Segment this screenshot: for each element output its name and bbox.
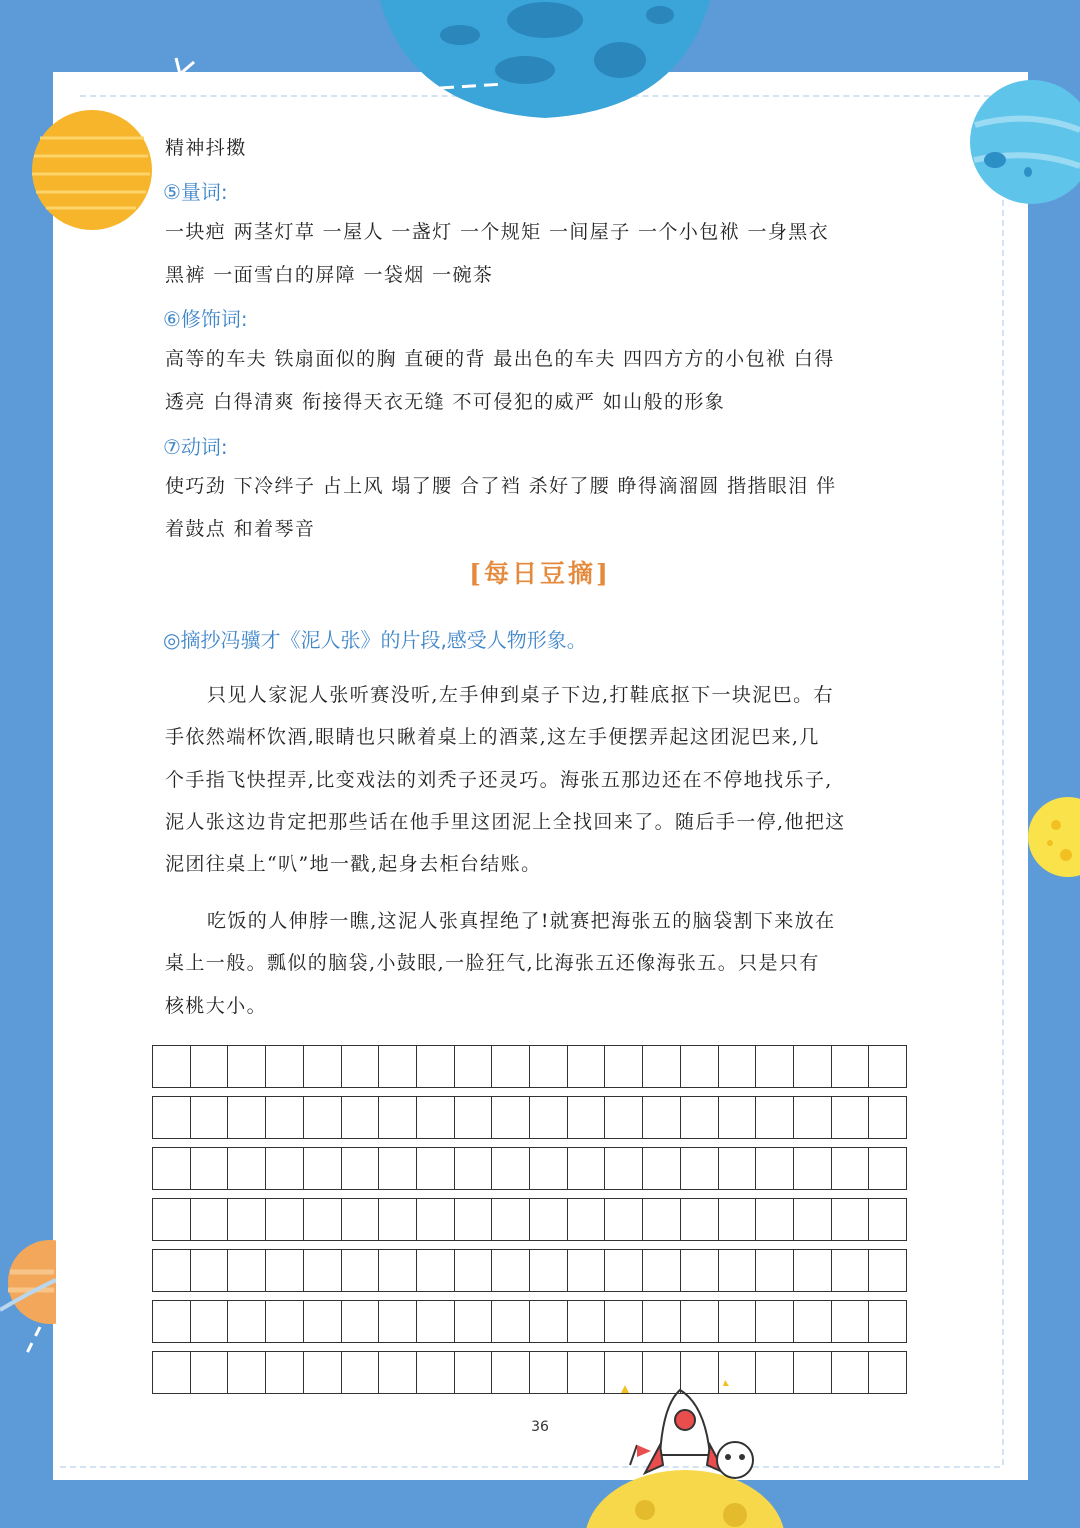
grid-cell[interactable] [455,1250,493,1291]
grid-cell[interactable] [530,1199,568,1240]
daily-excerpt-title: [每日豆摘] [469,559,611,588]
grid-cell[interactable] [492,1148,530,1189]
grid-cell[interactable] [304,1097,342,1138]
grid-cell[interactable] [719,1250,757,1291]
grid-cell[interactable] [153,1046,191,1087]
grid-cell[interactable] [756,1301,794,1342]
grid-cell[interactable] [492,1199,530,1240]
grid-cell[interactable] [568,1352,606,1393]
verbs-line-2: 着鼓点 和着琴音 [165,518,316,540]
grid-cell[interactable] [832,1097,870,1138]
excerpt-prompt: ◎摘抄冯骥才《泥人张》的片段,感受人物形象。 [163,628,587,652]
grid-cell[interactable] [681,1352,719,1393]
passage-line-6: 吃饭的人伸脖一瞧,这泥人张真捏绝了!就赛把海张五的脑袋割下来放在 [207,910,836,932]
grid-cell[interactable] [530,1250,568,1291]
grid-cell[interactable] [191,1097,229,1138]
passage-line-8: 核桃大小。 [165,995,268,1017]
grid-cell[interactable] [605,1046,643,1087]
grid-cell[interactable] [153,1250,191,1291]
grid-cell[interactable] [417,1301,455,1342]
grid-cell[interactable] [530,1148,568,1189]
grid-cell[interactable] [191,1148,229,1189]
grid-cell[interactable] [304,1046,342,1087]
grid-cell[interactable] [191,1250,229,1291]
grid-cell[interactable] [756,1352,794,1393]
grid-cell[interactable] [342,1250,380,1291]
grid-cell[interactable] [379,1301,417,1342]
grid-cell[interactable] [492,1046,530,1087]
grid-cell[interactable] [153,1352,191,1393]
measure-words-line-2: 黑裤 一面雪白的屏障 一袋烟 一碗茶 [165,264,494,286]
writing-grid[interactable] [152,1045,907,1395]
grid-cell[interactable] [719,1352,757,1393]
grid-cell[interactable] [869,1301,906,1342]
grid-row [152,1249,907,1292]
grid-cell[interactable] [869,1046,906,1087]
grid-cell[interactable] [832,1352,870,1393]
grid-cell[interactable] [153,1301,191,1342]
grid-cell[interactable] [568,1097,606,1138]
grid-cell[interactable] [492,1301,530,1342]
grid-cell[interactable] [266,1148,304,1189]
grid-row [152,1300,907,1343]
sparkle-icon [170,56,200,80]
blue-planet-icon [970,80,1080,208]
grid-cell[interactable] [643,1046,681,1087]
grid-cell[interactable] [605,1250,643,1291]
grid-cell[interactable] [455,1097,493,1138]
grid-cell[interactable] [266,1250,304,1291]
grid-cell[interactable] [379,1046,417,1087]
passage-line-5: 泥团往桌上“叭”地一戳,起身去柜台结账。 [165,853,542,875]
measure-words-heading: ⑤量词: [163,180,228,204]
grid-cell[interactable] [304,1199,342,1240]
grid-cell[interactable] [681,1250,719,1291]
grid-cell[interactable] [681,1097,719,1138]
modifiers-line-2: 透亮 白得清爽 衔接得天衣无缝 不可侵犯的威严 如山般的形象 [165,391,726,413]
grid-cell[interactable] [643,1352,681,1393]
small-yellow-planet-icon [1026,795,1080,880]
grid-cell[interactable] [266,1352,304,1393]
grid-cell[interactable] [643,1199,681,1240]
grid-cell[interactable] [417,1199,455,1240]
modifiers-heading: ⑥修饰词: [163,307,248,331]
grid-cell[interactable] [455,1046,493,1087]
grid-cell[interactable] [304,1250,342,1291]
grid-row [152,1096,907,1139]
grid-cell[interactable] [191,1199,229,1240]
modifiers-line-1: 高等的车夫 铁扇面似的胸 直硬的背 最出色的车夫 四四方方的小包袱 白得 [165,348,835,370]
grid-cell[interactable] [832,1250,870,1291]
grid-cell[interactable] [719,1301,757,1342]
grid-cell[interactable] [794,1199,832,1240]
grid-cell[interactable] [379,1250,417,1291]
grid-cell[interactable] [530,1301,568,1342]
grid-cell[interactable] [794,1301,832,1342]
grid-cell[interactable] [342,1148,380,1189]
grid-cell[interactable] [228,1301,266,1342]
passage-line-1: 只见人家泥人张听赛没听,左手伸到桌子下边,打鞋底抠下一块泥巴。右 [207,684,834,706]
grid-cell[interactable] [304,1301,342,1342]
passage-line-3: 个手指飞快捏弄,比变戏法的刘秃子还灵巧。海张五那边还在不停地找乐子, [165,769,833,791]
grid-cell[interactable] [756,1097,794,1138]
grid-cell[interactable] [568,1046,606,1087]
grid-cell[interactable] [228,1199,266,1240]
grid-cell[interactable] [794,1352,832,1393]
grid-cell[interactable] [869,1097,906,1138]
grid-cell[interactable] [794,1148,832,1189]
grid-cell[interactable] [605,1148,643,1189]
dashed-border-bottom [60,1466,1000,1468]
grid-cell[interactable] [832,1148,870,1189]
grid-cell[interactable] [266,1301,304,1342]
grid-cell[interactable] [417,1148,455,1189]
grid-cell[interactable] [379,1352,417,1393]
grid-cell[interactable] [342,1199,380,1240]
grid-cell[interactable] [153,1097,191,1138]
grid-cell[interactable] [228,1046,266,1087]
grid-row [152,1045,907,1088]
grid-cell[interactable] [681,1199,719,1240]
grid-cell[interactable] [869,1250,906,1291]
grid-cell[interactable] [719,1199,757,1240]
grid-cell[interactable] [153,1199,191,1240]
grid-cell[interactable] [756,1250,794,1291]
grid-cell[interactable] [455,1352,493,1393]
grid-cell[interactable] [266,1046,304,1087]
grid-cell[interactable] [266,1097,304,1138]
grid-cell[interactable] [681,1301,719,1342]
grid-cell[interactable] [228,1097,266,1138]
grid-cell[interactable] [530,1352,568,1393]
grid-cell[interactable] [191,1352,229,1393]
grid-cell[interactable] [228,1250,266,1291]
grid-cell[interactable] [756,1046,794,1087]
grid-cell[interactable] [304,1352,342,1393]
passage-line-2: 手依然端杯饮酒,眼睛也只瞅着桌上的酒菜,这左手便摆弄起这团泥巴来,几 [165,726,820,748]
grid-cell[interactable] [417,1046,455,1087]
grid-cell[interactable] [756,1199,794,1240]
grid-cell[interactable] [266,1199,304,1240]
grid-row [152,1198,907,1241]
grid-cell[interactable] [492,1352,530,1393]
grid-cell[interactable] [756,1148,794,1189]
grid-cell[interactable] [417,1097,455,1138]
grid-cell[interactable] [832,1301,870,1342]
passage-line-4: 泥人张这边肯定把那些话在他手里这团泥上全找回来了。随后手一停,他把这 [165,811,846,833]
grid-cell[interactable] [228,1352,266,1393]
grid-cell[interactable] [794,1097,832,1138]
grid-cell[interactable] [568,1301,606,1342]
grid-cell[interactable] [605,1097,643,1138]
grid-cell[interactable] [643,1097,681,1138]
grid-cell[interactable] [719,1148,757,1189]
grid-cell[interactable] [643,1250,681,1291]
measure-words-line-1: 一块疤 两茎灯草 一屋人 一盏灯 一个规矩 一间屋子 一个小包袱 一身黑衣 [165,221,830,243]
grid-cell[interactable] [379,1097,417,1138]
grid-cell[interactable] [643,1148,681,1189]
grid-cell[interactable] [455,1199,493,1240]
verbs-heading: ⑦动词: [163,435,228,459]
grid-cell[interactable] [568,1148,606,1189]
grid-cell[interactable] [605,1199,643,1240]
grid-cell[interactable] [530,1046,568,1087]
grid-cell[interactable] [605,1352,643,1393]
grid-cell[interactable] [568,1250,606,1291]
grid-cell[interactable] [455,1301,493,1342]
grid-cell[interactable] [342,1352,380,1393]
grid-cell[interactable] [869,1199,906,1240]
grid-cell[interactable] [342,1097,380,1138]
grid-cell[interactable] [191,1046,229,1087]
grid-cell[interactable] [719,1046,757,1087]
verbs-line-1: 使巧劲 下冷绊子 占上风 塌了腰 合了裆 杀好了腰 睁得滴溜圆 揩揩眼泪 伴 [165,475,837,497]
grid-cell[interactable] [417,1352,455,1393]
yellow-planet-icon [30,108,155,233]
page-number: 36 [531,1419,549,1435]
grid-cell[interactable] [417,1250,455,1291]
grid-cell[interactable] [832,1199,870,1240]
grid-cell[interactable] [869,1352,906,1393]
grid-cell[interactable] [681,1046,719,1087]
grid-cell[interactable] [719,1097,757,1138]
grid-cell[interactable] [832,1046,870,1087]
grid-cell[interactable] [794,1250,832,1291]
grid-cell[interactable] [492,1250,530,1291]
grid-cell[interactable] [492,1097,530,1138]
grid-cell[interactable] [605,1301,643,1342]
grid-cell[interactable] [643,1301,681,1342]
grid-cell[interactable] [342,1301,380,1342]
grid-row [152,1147,907,1190]
grid-cell[interactable] [568,1199,606,1240]
grid-cell[interactable] [794,1046,832,1087]
grid-cell[interactable] [304,1148,342,1189]
grid-row [152,1351,907,1394]
intro-line: 精神抖擞 [165,137,247,159]
grid-cell[interactable] [379,1148,417,1189]
grid-cell[interactable] [681,1148,719,1189]
ringed-planet-icon [0,1232,56,1362]
grid-cell[interactable] [379,1199,417,1240]
grid-cell[interactable] [228,1148,266,1189]
grid-cell[interactable] [530,1097,568,1138]
grid-cell[interactable] [455,1148,493,1189]
passage-line-7: 桌上一般。瓢似的脑袋,小鼓眼,一脸狂气,比海张五还像海张五。只是只有 [165,952,820,974]
dashed-border-right [1002,110,1004,1465]
grid-cell[interactable] [153,1148,191,1189]
grid-cell[interactable] [342,1046,380,1087]
grid-cell[interactable] [191,1301,229,1342]
grid-cell[interactable] [869,1148,906,1189]
blue-moon-icon [380,0,710,125]
